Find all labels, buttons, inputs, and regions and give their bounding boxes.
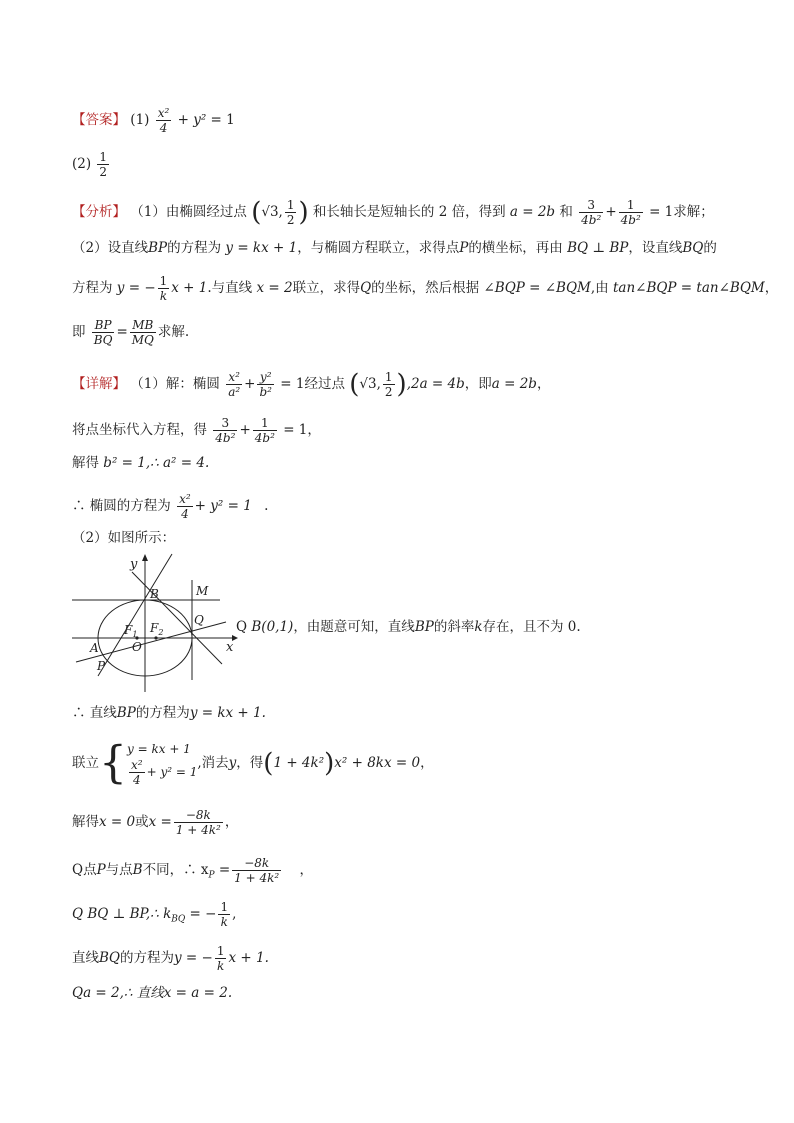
- frac-x2-over-4: $\frac{\text{x²}}{4}$: [157, 106, 170, 135]
- detail-line-6: [72, 703, 266, 723]
- detail-text: = 1经过点: [280, 376, 345, 392]
- analysis-text: 的横坐标，再由: [468, 240, 563, 256]
- math-expr: a = 2b: [509, 204, 556, 220]
- math-expr: BQ: [99, 950, 120, 966]
- math-expr: P: [459, 240, 469, 256]
- point-p-label: P: [97, 659, 106, 673]
- detail-line-10: [72, 900, 236, 930]
- detail-text: 直线: [72, 950, 99, 966]
- analysis-text: 方程为: [72, 280, 113, 296]
- focus-f1-label: $F_1$: [124, 623, 138, 639]
- math-expr: y = −: [116, 280, 156, 296]
- detail-text: 解得: [72, 455, 99, 471]
- detail-line-5: [72, 528, 175, 548]
- frac-one-half: $\frac{1}{2}$: [384, 370, 393, 399]
- sqrt3: √3,: [359, 376, 381, 392]
- answer-part1-prefix: (1): [130, 112, 150, 128]
- subscript-p: P: [208, 870, 215, 881]
- detail-text: 的斜率: [433, 619, 475, 635]
- math-expr: B: [132, 862, 143, 878]
- math-expr: = −: [189, 906, 217, 922]
- detail-text: ，得: [236, 755, 264, 771]
- x-axis-label: x: [226, 640, 234, 655]
- line-bp: [98, 554, 172, 676]
- analysis-text: 和长轴长是短轴长的 2 倍，得到: [312, 204, 506, 220]
- focus-f2-label: $F_2$: [150, 621, 164, 637]
- math-expr: x =: [148, 814, 172, 830]
- detail-text: .: [264, 498, 269, 514]
- point-m-label: M: [196, 584, 209, 598]
- math-expr: y = −: [174, 950, 213, 966]
- detail-tag: 【详解】: [72, 376, 126, 392]
- math-expr: y: [228, 755, 237, 771]
- analysis-text: = 1求解；: [649, 204, 714, 220]
- math-expr: x + 1.: [228, 950, 269, 966]
- analysis-line-1: [72, 198, 714, 227]
- detail-text: ,消去: [197, 755, 229, 771]
- math-expr: Q BQ ⊥ BP,∴ k: [72, 906, 172, 922]
- frac-x2-over-4: $\frac{\text{x²}}{4}$: [179, 492, 191, 521]
- math-expr: BP: [148, 240, 168, 256]
- frac-1-over-4b2: $\frac{1}{\text{4b²}}$: [620, 198, 641, 227]
- detail-text: 将点坐标代入方程，得: [72, 422, 207, 438]
- system-eq-2: $\frac{\text{x²}}{4}$ + y² = 1: [131, 758, 198, 787]
- detail-line-1: [72, 370, 550, 399]
- frac-1-over-k: $\frac{1}{k}$: [216, 944, 225, 973]
- system-brace: {: [99, 737, 127, 789]
- analysis-text: 的: [703, 240, 717, 256]
- detail-text: 不同，∴ x: [142, 862, 209, 878]
- frac-bp-over-bq: $\frac{BP}{BQ}$: [93, 318, 113, 347]
- detail-line-11: [72, 944, 269, 973]
- math-expr: 1 + 4k²: [273, 755, 325, 771]
- frac-one-half: $\frac{1}{2}$: [99, 150, 108, 179]
- detail-text: ,: [232, 906, 237, 922]
- paren: ): [396, 369, 407, 400]
- detail-text: ，: [420, 755, 434, 771]
- point-q-label: Q: [194, 613, 204, 627]
- analysis-text: 即: [72, 324, 86, 340]
- math-expr: ,2a = 4b: [406, 376, 465, 392]
- analysis-text: （2）设直线: [72, 240, 149, 256]
- subscript-bq: BQ: [171, 914, 186, 925]
- frac-1-over-k: $\frac{1}{k}$: [220, 900, 229, 929]
- analysis-text: ，: [764, 280, 779, 296]
- math-expr: + y² = 1: [194, 498, 252, 514]
- answer-tag: 【答案】: [72, 112, 126, 128]
- frac-neg8k: $\frac{-8k}{\text{1 + 4k²}}$: [175, 808, 221, 837]
- math-expr: B(0,1): [251, 619, 294, 635]
- analysis-text: 的坐标，然后根据: [371, 280, 480, 296]
- math-expr: x = a = 2.: [163, 985, 233, 1001]
- math-expr: = 1: [283, 422, 308, 438]
- detail-text: Q点: [72, 862, 97, 878]
- detail-text: （2）如图所示：: [72, 530, 176, 546]
- analysis-text: 求解.: [157, 324, 190, 340]
- equals: =: [116, 324, 128, 340]
- detail-line-4: [72, 492, 268, 521]
- paren: ): [324, 748, 335, 779]
- plus: +: [239, 422, 251, 438]
- y-axis-arrow: [142, 554, 148, 561]
- math-expr: =: [218, 862, 231, 878]
- detail-line-9: [72, 856, 313, 886]
- plus-y2: + y²: [177, 112, 207, 128]
- analysis-text: ,由: [590, 280, 609, 296]
- y-axis-label: y: [130, 557, 138, 572]
- detail-text: 联立: [72, 755, 99, 771]
- analysis-text: 联立，求得: [292, 280, 361, 296]
- frac-one-half: $\frac{1}{2}$: [286, 198, 295, 227]
- detail-line-2: [72, 416, 321, 445]
- detail-text: （1）解：椭圆: [130, 376, 220, 392]
- math-expr: b² = 1,∴ a² = 4.: [103, 455, 210, 471]
- answer-part1: [72, 106, 235, 135]
- paren: (: [349, 369, 360, 400]
- frac-3-over-4b2: $\frac{3}{\text{4b²}}$: [581, 198, 602, 227]
- detail-text: 的方程为: [135, 705, 190, 721]
- math-expr: tan∠BQP = tan∠BQM: [612, 280, 765, 296]
- math-expr: y = kx + 1: [225, 240, 298, 256]
- frac-neg8k: $\frac{-8k}{\text{1 + 4k²}}$: [234, 856, 280, 885]
- frac-mb-over-mq: $\frac{MB}{MQ}$: [131, 318, 154, 347]
- math-expr: y = kx + 1.: [189, 705, 266, 721]
- detail-text: ，: [307, 422, 321, 438]
- frac-1-over-4b2: $\frac{1}{\text{4b²}}$: [254, 416, 275, 445]
- math-expr: Q: [360, 280, 372, 296]
- math-expr: x = 0: [99, 814, 136, 830]
- frac-1-over-k: $\frac{1}{k}$: [159, 274, 168, 303]
- plus: +: [605, 204, 617, 220]
- equation-system: [127, 740, 197, 787]
- point-a-label: A: [90, 641, 99, 655]
- answer-part1-eq: = 1: [210, 112, 235, 128]
- math-expr: k: [474, 619, 483, 635]
- detail-text: 解得: [72, 814, 99, 830]
- system-eq-1: y = kx + 1: [127, 742, 191, 756]
- paren: ): [298, 197, 309, 228]
- math-expr: BQ: [682, 240, 704, 256]
- math-expr: x² + 8kx = 0: [334, 755, 421, 771]
- analysis-line-4: [72, 318, 189, 347]
- detail-line-3: [72, 453, 209, 473]
- plus: +: [244, 376, 256, 392]
- analysis-tag: 【分析】: [72, 204, 126, 220]
- math-expr: ∠BQP = ∠BQM: [483, 280, 591, 296]
- frac-x2-over-a2: $\frac{\text{x²}}{\text{a²}}$: [228, 370, 241, 399]
- detail-text: Q: [236, 619, 248, 635]
- frac-x2-over-4: $\frac{\text{x²}}{4}$: [131, 758, 143, 787]
- frac-3-over-4b2: $\frac{3}{\text{4b²}}$: [215, 416, 236, 445]
- math-expr: x + 1: [171, 280, 208, 296]
- analysis-text: 的方程为: [167, 240, 222, 256]
- frac-y2-over-b2: $\frac{\text{y²}}{\text{b²}}$: [259, 370, 272, 399]
- analysis-text: ，设直线: [628, 240, 683, 256]
- detail-text: 存在，且不为 0.: [482, 619, 581, 635]
- detail-line-7: [72, 737, 434, 789]
- analysis-text: （1）由椭圆经过点: [130, 204, 247, 220]
- detail-line-8: [72, 808, 238, 837]
- math-expr: P: [96, 862, 106, 878]
- math-expr: Qa = 2,∴ 直线: [72, 985, 164, 1001]
- answer-part2-prefix: (2): [72, 156, 92, 172]
- answer-part2: [72, 150, 111, 179]
- detail-line-12: [72, 983, 232, 1003]
- focus-f2-dot: [154, 636, 157, 639]
- detail-text: ，: [224, 814, 239, 830]
- detail-text: 的方程为: [120, 950, 174, 966]
- math-expr: BQ ⊥ BP: [567, 240, 629, 256]
- origin-label: O: [132, 640, 142, 654]
- sqrt3: √3,: [261, 204, 283, 220]
- analysis-line-3: [72, 274, 778, 303]
- math-expr: BP: [116, 705, 136, 721]
- detail-text: ，: [299, 862, 314, 878]
- paren: (: [263, 748, 274, 779]
- analysis-text: .与直线: [207, 280, 253, 296]
- detail-text: ，即: [464, 376, 492, 392]
- detail-text: 与点: [105, 862, 133, 878]
- detail-text: 或: [135, 814, 149, 830]
- ellipse-figure: [70, 552, 240, 694]
- math-expr: BP: [414, 619, 434, 635]
- paren: (: [251, 197, 262, 228]
- analysis-line-2: [72, 238, 717, 258]
- analysis-text: 和: [559, 204, 573, 220]
- math-expr: a = 2b: [491, 376, 537, 392]
- figure-side-text: [236, 617, 581, 637]
- analysis-text: ，与椭圆方程联立，求得点: [297, 240, 460, 256]
- math-expr: x = 2: [256, 280, 293, 296]
- detail-text: ，: [536, 376, 551, 392]
- point-b-label: B: [150, 587, 159, 601]
- detail-text: ，由题意可知，直线: [293, 619, 415, 635]
- detail-text: ∴ 直线: [72, 705, 117, 721]
- detail-text: ∴ 椭圆的方程为: [72, 498, 171, 514]
